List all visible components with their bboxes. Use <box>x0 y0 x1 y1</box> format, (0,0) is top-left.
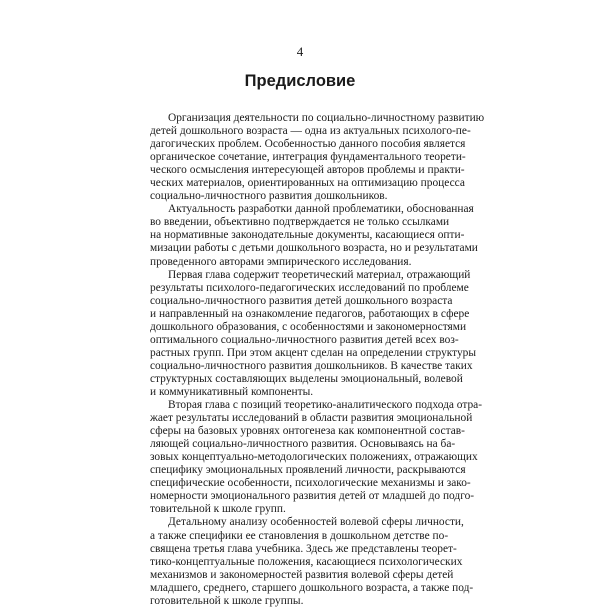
text-line: номерности эмоционального развития детей от младшей до подго- <box>150 490 475 503</box>
text-line: ческих материалов, ориентированных на оптимизацию процесса <box>150 177 465 190</box>
text-line: оптимального социально-личностного развития детей всех воз- <box>150 333 459 346</box>
text-line: во введении, объективно подтверждается не только ссылками <box>150 216 450 229</box>
text-line: готовительной к школе группы. <box>150 594 304 607</box>
page-title: Предисловие <box>244 72 356 90</box>
text-line: зовых концептуально-методологических положениях, отражающих <box>150 451 478 464</box>
page-number: 4 <box>296 44 304 59</box>
text-line: жает результаты исследований в области развития эмоциональной <box>150 412 473 425</box>
text-line: проведенного авторами эмпирического исследования. <box>150 255 412 268</box>
text-line: социально-личностного развития детей дошкольного возраста <box>150 294 453 307</box>
paragraph <box>150 516 474 607</box>
text-line: священа третья глава учебника. Здесь же представлены теорет- <box>150 542 457 555</box>
text-line: специфические особенности, психологические механизмы и зако- <box>150 477 471 490</box>
text-line: Организация деятельности по социально-личностному развитию <box>168 112 485 124</box>
text-line: Вторая глава с позиций теоретико-аналитического подхода отра- <box>168 399 483 412</box>
text-line: социально-личностного развития дошкольников. В качестве таких <box>150 359 473 372</box>
text-line: Актуальность разработки данной проблематики, обоснованная <box>168 203 474 216</box>
paragraph <box>150 268 477 399</box>
paragraph <box>150 203 478 268</box>
text-line: социально-личностного развития дошкольников. <box>150 190 388 203</box>
text-line: дошкольного образования, с особенностями и закономерностями <box>150 320 467 333</box>
text-line: товительной к школе групп. <box>150 503 286 516</box>
text-line: мизации работы с детьми дошкольного возраста, но и результатами <box>150 242 478 255</box>
text-line: растных групп. При этом акцент сделан на определении структуры <box>150 346 477 359</box>
text-line: и направленный на ознакомление педагогов, работающих в сфере <box>150 307 470 320</box>
paragraph <box>150 112 485 203</box>
text-line: и коммуникативный компоненты. <box>150 385 314 398</box>
text-line: детей дошкольного возраста — одна из актуальных психолого-пе- <box>150 125 471 138</box>
text-line: младшего, среднего, старшего дошкольного возраста, а также под- <box>150 581 474 594</box>
text-line: механизмов и закономерностей развития волевой сферы детей <box>150 568 454 581</box>
text-line: ляющей социально-личностного развития. Основываясь на ба- <box>150 438 456 451</box>
text-line: ческого осмысления интересующей авторов проблемы и практи- <box>150 164 465 177</box>
text-line: результаты психолого-педагогических исследований по проблеме <box>150 281 469 294</box>
text-line: органическое сочетание, интеграция фундаментального теорети- <box>150 151 466 164</box>
text-line: Первая глава содержит теоретический материал, отражающий <box>168 268 471 281</box>
text-line: сферы на базовых уровнях онтогенеза как компонентной состав- <box>150 425 465 438</box>
text-line: Детальному анализу особенностей волевой сферы личности, <box>168 516 464 529</box>
paragraph <box>150 399 483 516</box>
body-text <box>150 112 485 608</box>
text-line: тико-концептуальные положения, касающиеся психологических <box>150 555 463 568</box>
text-line: а также специфики ее становления в дошкольном детстве по- <box>150 529 449 542</box>
text-line: специфику эмоциональных проявлений личности, раскрываются <box>150 464 466 477</box>
text-line: на нормативные законодательные документы, касающиеся опти- <box>150 229 465 242</box>
text-line: структурных составляющих выделены эмоциональный, волевой <box>150 372 463 385</box>
text-line: дагогических проблем. Особенностью данного пособия является <box>150 138 466 151</box>
